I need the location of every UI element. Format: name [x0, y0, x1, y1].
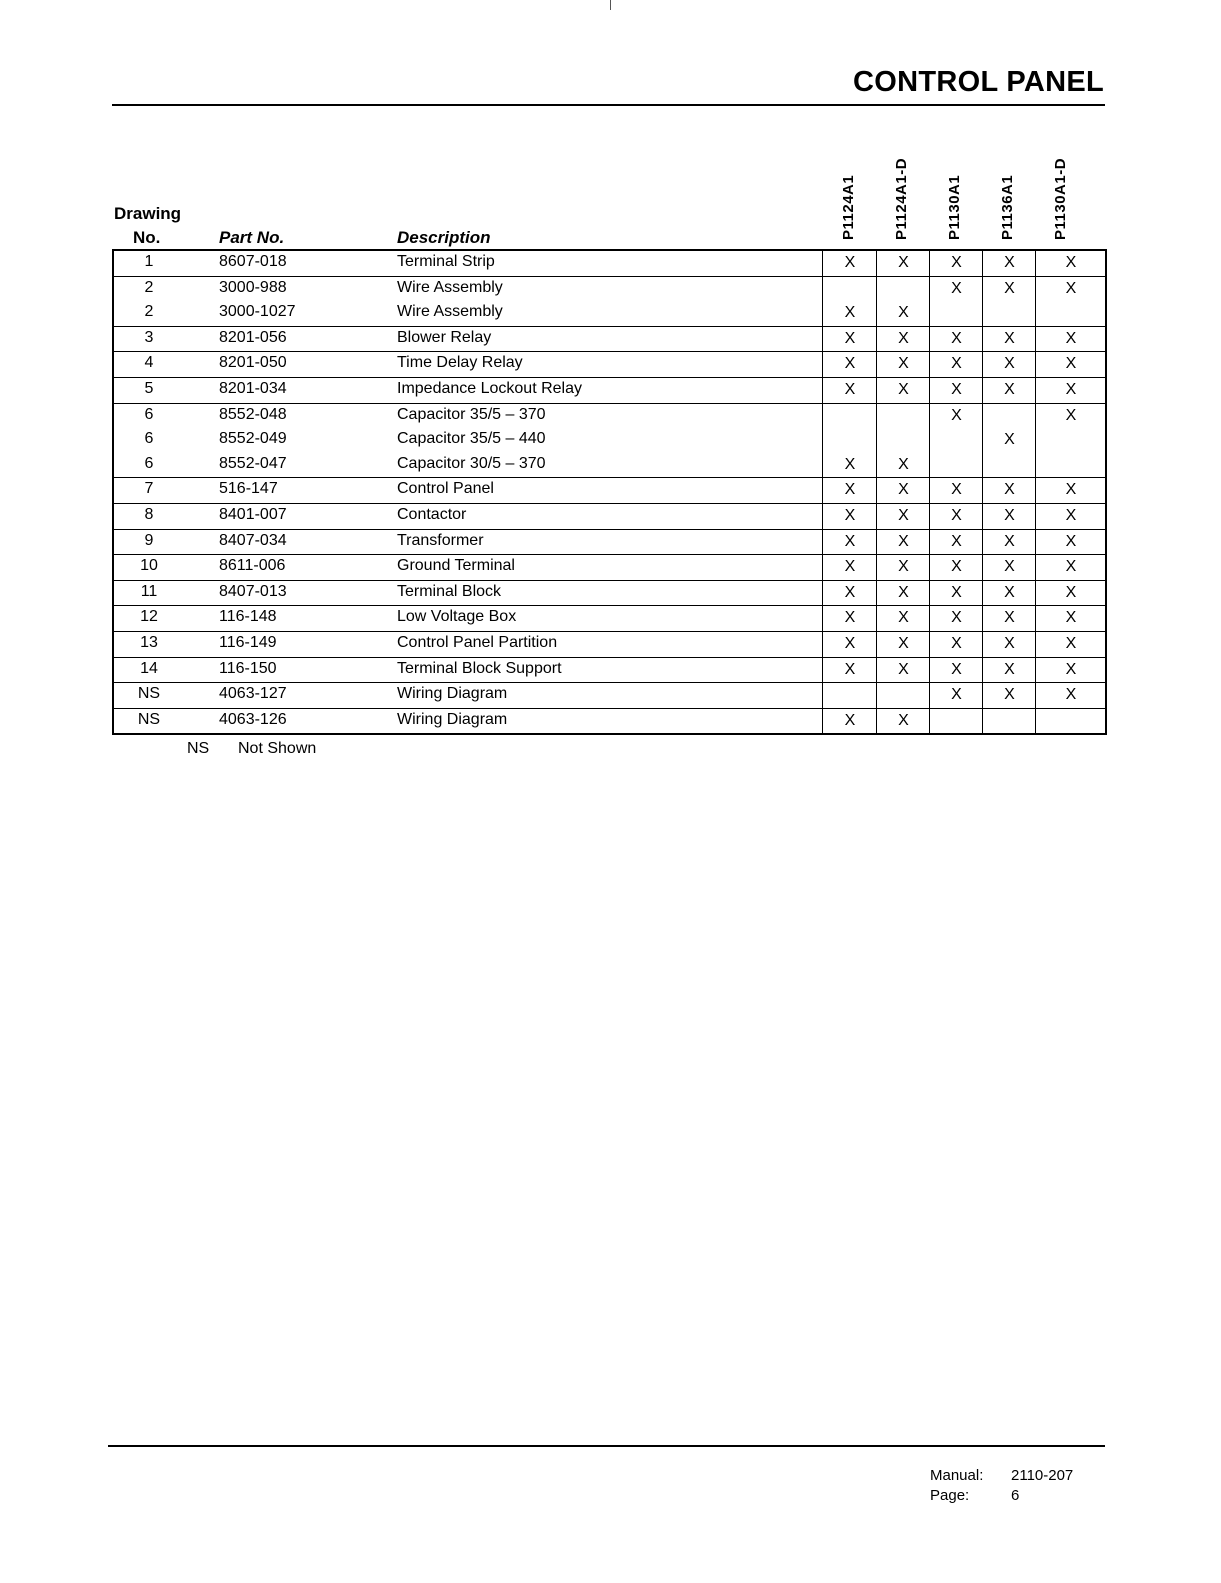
model-mark — [876, 404, 930, 429]
model-mark: X — [876, 709, 930, 734]
model-mark — [929, 709, 983, 734]
model-mark: X — [822, 378, 877, 403]
model-mark: X — [822, 327, 877, 352]
header-model-5: P1130A1-D — [1052, 157, 1069, 240]
model-mark: X — [929, 378, 983, 403]
model-mark: X — [876, 478, 930, 503]
table-row — [114, 708, 1105, 734]
model-mark — [982, 301, 1036, 326]
part-no: 8552-049 — [219, 430, 287, 448]
model-mark — [982, 404, 1036, 429]
table-row — [114, 326, 1105, 352]
model-mark: X — [1035, 530, 1106, 555]
model-mark: X — [982, 352, 1036, 377]
model-mark: X — [822, 555, 877, 580]
part-no: 4063-126 — [219, 710, 287, 728]
model-mark — [929, 301, 983, 326]
model-mark: X — [929, 277, 983, 302]
part-no: 8552-048 — [219, 405, 287, 423]
model-mark: X — [822, 504, 877, 529]
table-row — [114, 631, 1105, 657]
model-mark: X — [982, 632, 1036, 657]
model-mark — [876, 683, 930, 708]
table-row — [114, 503, 1105, 529]
drawing-no: 4 — [144, 354, 154, 372]
drawing-no: 6 — [144, 430, 154, 448]
drawing-no: 2 — [144, 278, 154, 296]
header-model-3: P1130A1 — [946, 174, 963, 240]
model-mark: X — [929, 404, 983, 429]
table-row — [114, 301, 1105, 326]
model-mark: X — [876, 632, 930, 657]
description: Control Panel Partition — [397, 633, 558, 651]
model-mark — [982, 709, 1036, 734]
model-mark — [929, 453, 983, 478]
description: Wiring Diagram — [397, 710, 508, 728]
description: Terminal Strip — [397, 253, 495, 270]
description: Time Delay Relay — [397, 354, 523, 372]
drawing-no: 5 — [144, 379, 154, 397]
page-label: Page: — [930, 1487, 970, 1504]
part-no: 3000-1027 — [219, 303, 296, 321]
model-mark — [982, 453, 1036, 478]
model-mark: X — [822, 453, 877, 478]
table-row — [114, 453, 1105, 478]
drawing-no: 14 — [140, 659, 158, 677]
model-mark: X — [876, 504, 930, 529]
model-mark: X — [822, 606, 877, 631]
description: Wire Assembly — [397, 278, 503, 296]
model-mark: X — [1035, 327, 1106, 352]
model-mark — [822, 683, 877, 708]
model-mark: X — [982, 581, 1036, 606]
model-mark: X — [1035, 251, 1106, 276]
drawing-no: 3 — [144, 328, 154, 346]
description: Capacitor 35/5 – 370 — [397, 405, 546, 423]
header-model-1: P1124A1 — [840, 174, 857, 240]
page-title: CONTROL PANEL — [853, 66, 1104, 98]
model-mark: X — [876, 378, 930, 403]
drawing-no: 2 — [144, 303, 154, 321]
parts-table — [112, 249, 1107, 735]
model-mark: X — [1035, 404, 1106, 429]
model-mark — [1035, 709, 1106, 734]
table-row — [114, 682, 1105, 708]
drawing-no: 1 — [144, 253, 154, 270]
part-no: 116-148 — [219, 608, 277, 626]
description: Wire Assembly — [397, 303, 503, 321]
model-mark: X — [822, 352, 877, 377]
header-part-no: Part No. — [219, 228, 285, 247]
part-no: 4063-127 — [219, 685, 287, 703]
model-mark: X — [982, 606, 1036, 631]
manual-number: 2110-207 — [1011, 1467, 1074, 1484]
model-mark: X — [876, 530, 930, 555]
table-row — [114, 403, 1105, 429]
part-no: 8401-007 — [219, 505, 287, 523]
model-mark: X — [929, 530, 983, 555]
part-no: 8201-056 — [219, 328, 287, 346]
table-row — [114, 351, 1105, 377]
table-row — [114, 276, 1105, 302]
model-mark: X — [1035, 277, 1106, 302]
part-no: 516-147 — [219, 480, 278, 498]
header-description: Description — [397, 228, 491, 247]
model-mark: X — [929, 658, 983, 683]
table-row — [114, 428, 1105, 453]
part-no: 116-149 — [219, 633, 277, 651]
model-mark: X — [982, 478, 1036, 503]
model-mark: X — [822, 581, 877, 606]
model-mark: X — [876, 251, 930, 276]
drawing-no: 12 — [140, 608, 158, 626]
drawing-no: 6 — [144, 405, 154, 423]
description: Terminal Block Support — [397, 659, 562, 677]
part-no: 8611-006 — [219, 557, 286, 575]
description: Wiring Diagram — [397, 685, 508, 703]
description: Terminal Block — [397, 582, 502, 600]
drawing-no: 11 — [140, 582, 158, 600]
model-mark: X — [876, 581, 930, 606]
header-model-4: P1136A1 — [999, 174, 1016, 240]
model-mark: X — [822, 301, 877, 326]
model-mark — [876, 277, 930, 302]
drawing-no: NS — [137, 685, 161, 703]
model-mark: X — [1035, 504, 1106, 529]
model-mark: X — [876, 301, 930, 326]
part-no: 3000-988 — [219, 278, 287, 296]
model-mark — [876, 428, 930, 453]
model-mark: X — [929, 606, 983, 631]
drawing-no: 13 — [140, 633, 158, 651]
model-mark: X — [822, 709, 877, 734]
model-mark: X — [1035, 378, 1106, 403]
drawing-no: 9 — [144, 531, 154, 549]
model-mark: X — [929, 581, 983, 606]
table-row — [114, 251, 1105, 276]
drawing-no: 8 — [144, 505, 154, 523]
table-row — [114, 657, 1105, 683]
part-no: 116-150 — [219, 659, 277, 677]
part-no: 8201-050 — [219, 354, 287, 372]
model-mark — [822, 404, 877, 429]
description: Capacitor 30/5 – 370 — [397, 454, 546, 472]
model-mark: X — [1035, 478, 1106, 503]
table-row — [114, 377, 1105, 403]
model-mark: X — [1035, 683, 1106, 708]
model-mark: X — [929, 327, 983, 352]
model-mark: X — [982, 530, 1036, 555]
model-mark: X — [1035, 555, 1106, 580]
table-row — [114, 477, 1105, 503]
model-mark: X — [1035, 658, 1106, 683]
model-mark: X — [929, 251, 983, 276]
drawing-no: 6 — [144, 454, 154, 472]
part-no: 8407-034 — [219, 531, 287, 549]
model-mark: X — [1035, 606, 1106, 631]
model-mark: X — [822, 478, 877, 503]
model-mark — [1035, 428, 1106, 453]
part-no: 8607-018 — [219, 253, 287, 270]
model-mark: X — [1035, 632, 1106, 657]
part-no: 8552-047 — [219, 454, 287, 472]
table-row — [114, 580, 1105, 606]
footnote-abbr: NS — [187, 740, 210, 757]
model-mark: X — [929, 478, 983, 503]
model-mark — [822, 277, 877, 302]
model-mark: X — [982, 555, 1036, 580]
model-mark: X — [982, 327, 1036, 352]
model-mark: X — [876, 658, 930, 683]
drawing-no: 7 — [144, 480, 154, 498]
description: Transformer — [397, 531, 484, 549]
header-rule — [112, 104, 1105, 106]
model-mark: X — [929, 352, 983, 377]
model-mark: X — [1035, 581, 1106, 606]
footer-rule — [108, 1445, 1105, 1447]
model-mark: X — [822, 530, 877, 555]
model-mark: X — [982, 504, 1036, 529]
model-mark: X — [876, 327, 930, 352]
model-mark: X — [929, 632, 983, 657]
header-no: No. — [133, 228, 161, 247]
model-mark — [929, 428, 983, 453]
model-mark — [1035, 301, 1106, 326]
description: Impedance Lockout Relay — [397, 379, 582, 397]
table-row — [114, 529, 1105, 555]
description: Ground Terminal — [397, 557, 515, 575]
table-row — [114, 554, 1105, 580]
table-row — [114, 605, 1105, 631]
model-mark: X — [982, 277, 1036, 302]
manual-label: Manual: — [930, 1467, 984, 1484]
model-mark: X — [822, 251, 877, 276]
model-mark — [822, 428, 877, 453]
model-mark — [1035, 453, 1106, 478]
description: Control Panel — [397, 480, 494, 498]
drawing-no: 10 — [140, 557, 158, 575]
page-number: 6 — [1011, 1487, 1020, 1504]
model-mark: X — [822, 658, 877, 683]
model-mark: X — [876, 606, 930, 631]
drawing-no: NS — [137, 710, 161, 728]
part-no: 8407-013 — [219, 582, 287, 600]
model-mark: X — [982, 683, 1036, 708]
model-mark: X — [929, 555, 983, 580]
description: Capacitor 35/5 – 440 — [397, 430, 546, 448]
model-mark: X — [822, 632, 877, 657]
model-mark: X — [876, 352, 930, 377]
model-mark: X — [876, 555, 930, 580]
model-mark: X — [982, 658, 1036, 683]
header-drawing: Drawing — [114, 204, 182, 223]
scan-mark — [610, 0, 611, 10]
description: Contactor — [397, 505, 467, 523]
model-mark: X — [982, 428, 1036, 453]
description: Low Voltage Box — [397, 608, 517, 626]
model-mark: X — [929, 504, 983, 529]
model-mark: X — [982, 378, 1036, 403]
part-no: 8201-034 — [219, 379, 287, 397]
model-mark: X — [982, 251, 1036, 276]
header-model-2: P1124A1-D — [893, 157, 910, 240]
description: Blower Relay — [397, 328, 492, 346]
model-mark: X — [929, 683, 983, 708]
model-mark: X — [876, 453, 930, 478]
footnote-meaning: Not Shown — [238, 740, 317, 757]
model-mark: X — [1035, 352, 1106, 377]
